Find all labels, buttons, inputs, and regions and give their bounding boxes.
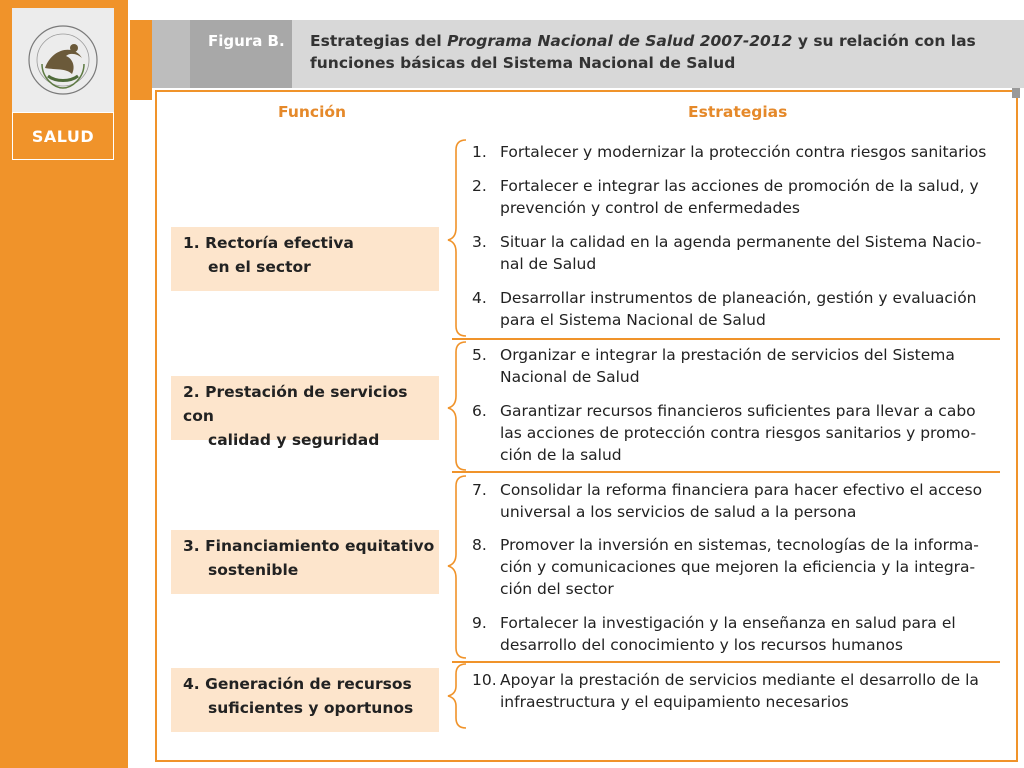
strategy-item xyxy=(472,479,1002,523)
strategy-line: ción de la salud xyxy=(500,446,622,464)
strategy-item xyxy=(472,231,1002,275)
strategy-number: 2. xyxy=(472,177,487,195)
strategy-line: las acciones de protección contra riesgos sanitarios y promo- xyxy=(500,424,977,442)
strategy-number: 5. xyxy=(472,346,487,364)
strategy-line: Fortalecer la investigación y la enseñanza en salud para el xyxy=(500,614,956,632)
strategy-number: 9. xyxy=(472,614,487,632)
strategy-line: Consolidar la reforma financiera para hacer efectivo el acceso xyxy=(500,481,983,499)
strategy-line: Nacional de Salud xyxy=(500,368,640,386)
brace-group-1 xyxy=(448,140,466,336)
strategy-line: prevención y control de enfermedades xyxy=(500,199,800,217)
strategy-line: Promover la inversión en sistemas, tecnologías de la informa- xyxy=(500,536,979,554)
strategy-item xyxy=(472,141,1002,163)
strategy-number: 3. xyxy=(472,233,487,251)
strategy-item xyxy=(472,669,1002,713)
figure-title-italic: Programa Nacional de Salud 2007-2012 xyxy=(447,32,793,50)
strategy-line: Apoyar la prestación de servicios mediante el desarrollo de la xyxy=(500,671,979,689)
strategy-number: 7. xyxy=(472,481,487,499)
strategy-line: Fortalecer y modernizar la protección contra riesgos sanitarios xyxy=(500,143,987,161)
strategy-item xyxy=(472,344,1002,388)
strategy-item xyxy=(472,400,1002,466)
strategy-line: desarrollo del conocimiento y los recursos humanos xyxy=(500,636,903,654)
group-separator xyxy=(452,661,1000,663)
strategy-line: Desarrollar instrumentos de planeación, gestión y evaluación xyxy=(500,289,977,307)
strategy-line: ción del sector xyxy=(500,580,614,598)
function-line2: en el sector xyxy=(208,258,311,276)
column-heading-function: Función xyxy=(278,103,347,121)
figure-title-line2: funciones básicas del Sistema Nacional de Salud xyxy=(310,54,736,72)
strategy-line: Garantizar recursos financieros suficientes para llevar a cabo xyxy=(500,402,976,420)
strategy-number: 10. xyxy=(472,671,497,689)
strategy-number: 6. xyxy=(472,402,487,420)
strategy-line: nal de Salud xyxy=(500,255,597,273)
strategy-number: 8. xyxy=(472,536,487,554)
strategy-line: universal a los servicios de salud a la persona xyxy=(500,503,857,521)
strategy-number: 1. xyxy=(472,143,487,161)
brace-group-4 xyxy=(448,664,466,728)
function-number: 1. xyxy=(183,234,200,252)
function-line1: Financiamiento equitativo xyxy=(205,537,435,555)
function-line2: sostenible xyxy=(208,561,299,579)
brace-group-2 xyxy=(448,342,466,470)
brace-group-3 xyxy=(448,476,466,658)
strategy-line: Situar la calidad en la agenda permanente del Sistema Nacio- xyxy=(500,233,982,251)
group-separator xyxy=(452,338,1000,340)
function-line2: suficientes y oportunos xyxy=(208,699,414,717)
strategy-item xyxy=(472,175,1002,219)
group-separator xyxy=(452,471,1000,473)
strategy-line: Organizar e integrar la prestación de servicios del Sistema xyxy=(500,346,955,364)
figure-title-post: y su relación con las xyxy=(792,32,976,50)
function-line2: calidad y seguridad xyxy=(208,431,380,449)
strategy-item xyxy=(472,287,1002,331)
strategy-line: infraestructura y el equipamiento necesarios xyxy=(500,693,849,711)
strategy-item xyxy=(472,534,1002,600)
function-line1: Rectoría efectiva xyxy=(205,234,354,252)
figure-label: Figura B. xyxy=(190,20,292,88)
function-number: 4. xyxy=(183,675,200,693)
strategy-item xyxy=(472,612,1002,656)
strategy-line: para el Sistema Nacional de Salud xyxy=(500,311,766,329)
function-line1: Prestación de servicios con xyxy=(183,383,408,425)
function-number: 2. xyxy=(183,383,200,401)
strategy-number: 4. xyxy=(472,289,487,307)
figure-title-pre: Estrategias del xyxy=(310,32,448,50)
section-label: SALUD xyxy=(12,112,114,160)
function-line1: Generación de recursos xyxy=(205,675,412,693)
strategy-line: ción y comunicaciones que mejoren la eficiencia y la integra- xyxy=(500,558,976,576)
column-heading-strategies: Estrategias xyxy=(688,103,788,121)
strategy-line: Fortalecer e integrar las acciones de promoción de la salud, y xyxy=(500,177,979,195)
function-number: 3. xyxy=(183,537,200,555)
